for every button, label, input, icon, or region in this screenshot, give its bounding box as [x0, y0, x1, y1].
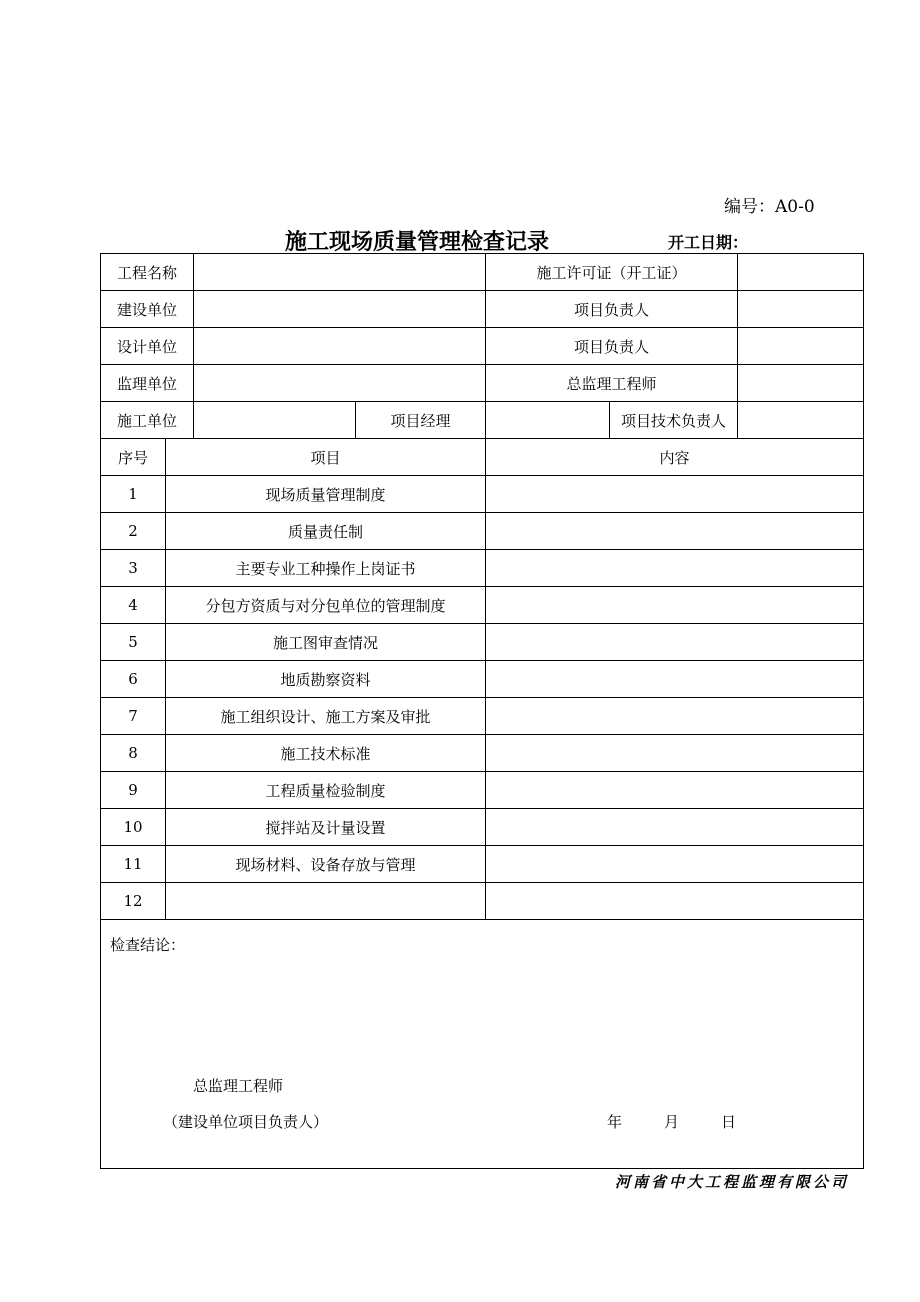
- table-row: [101, 883, 864, 920]
- design-unit-label: 设计单位: [101, 328, 194, 365]
- row-design-unit: [101, 328, 864, 365]
- conclusion-label: 检查结论：: [110, 936, 186, 954]
- row-content[interactable]: [486, 476, 864, 513]
- row-seq: 10: [101, 809, 166, 846]
- conclusion-row: [101, 920, 864, 1169]
- permit-value[interactable]: [738, 254, 864, 291]
- inspection-form: [100, 253, 864, 1169]
- table-row: [101, 698, 864, 735]
- row-seq: 8: [101, 735, 166, 772]
- row-seq: 12: [101, 883, 166, 920]
- items-header-row: [101, 439, 864, 476]
- construction-unit-label: 施工单位: [101, 402, 194, 439]
- row-item: 施工图审查情况: [166, 624, 486, 661]
- col-item-header: 项目: [166, 439, 486, 476]
- owner-lead-signature-label: （建设单位项目负责人）: [163, 1113, 329, 1131]
- row-content[interactable]: [486, 661, 864, 698]
- row-seq: 4: [101, 587, 166, 624]
- row-content[interactable]: [486, 846, 864, 883]
- owner-lead-label: 项目负责人: [486, 291, 738, 328]
- row-item: 地质勘察资料: [166, 661, 486, 698]
- row-seq: 3: [101, 550, 166, 587]
- row-project-name: [101, 254, 864, 291]
- row-item: 分包方资质与对分包单位的管理制度: [166, 587, 486, 624]
- row-content[interactable]: [486, 587, 864, 624]
- start-date-label: 开工日期：: [668, 233, 749, 252]
- row-item: 搅拌站及计量设置: [166, 809, 486, 846]
- date-year-label: 年: [607, 1113, 623, 1131]
- table-row: [101, 772, 864, 809]
- design-lead-label: 项目负责人: [486, 328, 738, 365]
- tech-lead-label: 项目技术负责人: [610, 402, 738, 439]
- table-row: [101, 809, 864, 846]
- permit-label: 施工许可证（开工证）: [486, 254, 738, 291]
- row-content[interactable]: [486, 698, 864, 735]
- project-name-label: 工程名称: [101, 254, 194, 291]
- design-unit-value[interactable]: [194, 328, 486, 365]
- table-row: [101, 587, 864, 624]
- company-name: 河南省中大工程监理有限公司: [615, 1173, 850, 1191]
- table-row: [101, 476, 864, 513]
- owner-lead-value[interactable]: [738, 291, 864, 328]
- table-row: [101, 550, 864, 587]
- chief-engineer-value[interactable]: [738, 365, 864, 402]
- row-seq: 11: [101, 846, 166, 883]
- row-item: 主要专业工种操作上岗证书: [166, 550, 486, 587]
- row-item: 质量责任制: [166, 513, 486, 550]
- document-number: 编号：A0-0: [724, 197, 815, 217]
- owner-unit-value[interactable]: [194, 291, 486, 328]
- conclusion-cell[interactable]: [101, 920, 864, 1169]
- row-item: 现场材料、设备存放与管理: [166, 846, 486, 883]
- project-manager-value[interactable]: [486, 402, 610, 439]
- col-seq-header: 序号: [101, 439, 166, 476]
- row-supervision-unit: [101, 365, 864, 402]
- page-title: 施工现场质量管理检查记录: [285, 230, 550, 255]
- owner-unit-label: 建设单位: [101, 291, 194, 328]
- row-item: 现场质量管理制度: [166, 476, 486, 513]
- row-content[interactable]: [486, 735, 864, 772]
- row-seq: 1: [101, 476, 166, 513]
- row-item: 施工组织设计、施工方案及审批: [166, 698, 486, 735]
- row-content[interactable]: [486, 883, 864, 920]
- row-content[interactable]: [486, 624, 864, 661]
- row-content[interactable]: [486, 772, 864, 809]
- table-row: [101, 624, 864, 661]
- row-owner-unit: [101, 291, 864, 328]
- construction-unit-value[interactable]: [194, 402, 356, 439]
- supervision-unit-value[interactable]: [194, 365, 486, 402]
- row-seq: 2: [101, 513, 166, 550]
- design-lead-value[interactable]: [738, 328, 864, 365]
- row-seq: 5: [101, 624, 166, 661]
- row-content[interactable]: [486, 550, 864, 587]
- project-name-value[interactable]: [194, 254, 486, 291]
- table-row: [101, 846, 864, 883]
- row-item: 工程质量检验制度: [166, 772, 486, 809]
- row-content[interactable]: [486, 809, 864, 846]
- date-month-label: 月: [664, 1113, 680, 1131]
- supervision-unit-label: 监理单位: [101, 365, 194, 402]
- table-row: [101, 735, 864, 772]
- row-seq: 9: [101, 772, 166, 809]
- chief-engineer-signature-label: 总监理工程师: [193, 1077, 284, 1095]
- col-content-header: 内容: [486, 439, 864, 476]
- chief-engineer-label: 总监理工程师: [486, 365, 738, 402]
- table-row: [101, 661, 864, 698]
- table-row: [101, 513, 864, 550]
- project-manager-label: 项目经理: [356, 402, 486, 439]
- date-day-label: 日: [721, 1113, 737, 1131]
- row-seq: 7: [101, 698, 166, 735]
- row-item[interactable]: [166, 883, 486, 920]
- row-item: 施工技术标准: [166, 735, 486, 772]
- row-content[interactable]: [486, 513, 864, 550]
- row-seq: 6: [101, 661, 166, 698]
- row-construction-unit: [101, 402, 864, 439]
- tech-lead-value[interactable]: [738, 402, 864, 439]
